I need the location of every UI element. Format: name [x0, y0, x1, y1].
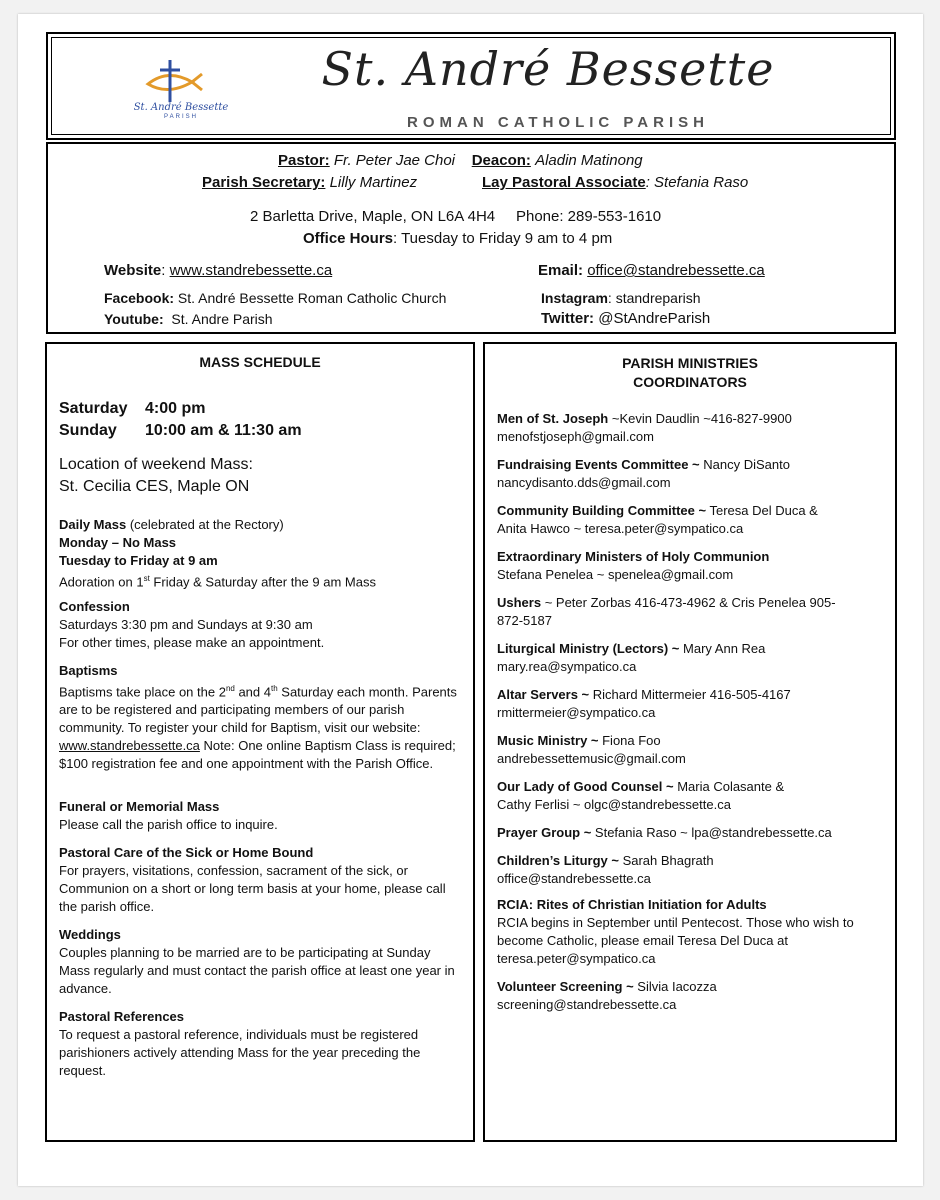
ministry-detail: Cathy Ferlisi ~ olgc@standrebessette.ca [497, 797, 731, 812]
adoration-note: Adoration on 1st Friday & Saturday after the 9 am Mass [59, 574, 376, 590]
mass-schedule-title: MASS SCHEDULE [199, 354, 321, 370]
ministry-contact: Sarah Bhagrath [618, 853, 714, 868]
ministry-item [497, 594, 887, 630]
ministry-detail: Anita Hawco ~ teresa.peter@sympatico.ca [497, 521, 744, 536]
ministry-item [497, 896, 887, 968]
baptism-website-link[interactable]: www.standrebessette.ca [59, 738, 200, 754]
ministry-detail: 872-5187 [497, 613, 552, 628]
logo-sub: PARISH [164, 114, 198, 120]
tue-fri-note: Tuesday to Friday at 9 am [59, 553, 218, 568]
confession-other: For other times, please make an appointment. [59, 635, 325, 650]
ministry-label: RCIA: Rites of Christian Initiation for Adults [497, 897, 767, 912]
pastoral-care-text: For prayers, visitations, confession, sacrament of the sick, or Communion on a short or long term basis at your home, please call the parish office. [59, 863, 446, 914]
secretary-name: Lilly Martinez [329, 174, 418, 191]
parish-title: St. André Bessette [321, 42, 775, 96]
ministry-item [497, 686, 887, 722]
facebook-line [104, 290, 446, 306]
logo-text: St. André Bessette [133, 102, 229, 113]
address-line [250, 208, 661, 225]
pastoral-care-label: Pastoral Care of the Sick or Home Bound [59, 845, 314, 860]
ministry-label: Extraordinary Ministers of Holy Communion [497, 549, 770, 564]
daily-mass-label: Daily Mass [59, 517, 127, 532]
twitter[interactable]: @StAndreParish [598, 310, 711, 327]
ministry-label: Men of St. Joseph [497, 411, 609, 426]
location: St. Cecilia CES, Maple ON [59, 478, 250, 495]
ministry-item [497, 778, 887, 814]
references-block [59, 1008, 465, 1080]
ministry-detail: nancydisanto.dds@gmail.com [497, 475, 671, 490]
youtube[interactable]: St. Andre Parish [171, 311, 273, 327]
parish-subtitle: ROMAN CATHOLIC PARISH [407, 114, 709, 131]
pastor-name: Fr. Peter Jae Choi [333, 152, 456, 169]
ministry-item [497, 502, 887, 538]
instagram-label: Instagram [541, 290, 608, 306]
ministry-contact: Stefania Raso ~ lpa@standrebessette.ca [591, 825, 832, 840]
baptisms-label: Baptisms [59, 663, 118, 678]
location-block [59, 454, 465, 498]
deacon-label: Deacon: [471, 152, 531, 169]
ministry-contact: Richard Mittermeier 416-505-4167 [589, 687, 791, 702]
hours-label: Office Hours [303, 230, 394, 247]
ministry-detail: office@standrebessette.ca [497, 871, 651, 886]
saturday-time: 4:00 pm [145, 400, 206, 417]
ministry-detail: rmittermeier@sympatico.ca [497, 705, 656, 720]
ministries-box [483, 342, 897, 1142]
daily-mass-block [59, 516, 465, 591]
instagram[interactable]: : standreparish [607, 290, 701, 306]
youtube-line [104, 311, 273, 327]
saturday-label: Saturday [59, 400, 128, 417]
pastor-line [278, 152, 643, 169]
secretary-label: Parish Secretary: [202, 174, 326, 191]
ministry-list [497, 410, 887, 1014]
ministry-detail: screening@standrebessette.ca [497, 997, 677, 1012]
baptisms-block [59, 662, 465, 773]
monday-note: Monday – No Mass [59, 535, 177, 550]
hours: : Tuesday to Friday 9 am to 4 pm [393, 230, 613, 247]
weddings-text: Couples planning to be married are to be participating at Sunday Mass regularly and must contact the parish office at least one year in advance. [59, 945, 455, 996]
ministry-detail: Stefana Penelea ~ spenelea@gmail.com [497, 567, 734, 582]
daily-mass-note: (celebrated at the Rectory) [126, 517, 284, 532]
references-text: To request a pastoral reference, individuals must be registered parishioners actively attending Mass for the year preceding the request. [59, 1027, 421, 1078]
sunday-time: 10:00 am & 11:30 am [145, 422, 302, 439]
ministry-label: Altar Servers ~ [497, 687, 590, 702]
ministry-contact: ~Kevin Daudlin ~416-827-9900 [608, 411, 792, 426]
location-label: Location of weekend Mass: [59, 456, 253, 473]
weekend-times [59, 398, 465, 442]
ministry-contact: Fiona Foo [598, 733, 661, 748]
deacon-name: Aladin Matinong [535, 152, 643, 169]
ministry-item [497, 640, 887, 676]
ministry-label: Fundraising Events Committee ~ [497, 457, 700, 472]
website-link[interactable]: www.standrebessette.ca [169, 262, 333, 279]
ministry-contact: Teresa Del Duca & [706, 503, 818, 518]
instagram-line [541, 290, 701, 306]
lpa-line [482, 174, 748, 191]
bulletin-page [18, 14, 923, 1186]
ministry-item [497, 548, 887, 584]
lpa-name: : Stefania Raso [645, 174, 749, 191]
ministry-item [497, 978, 887, 1014]
ministry-label: Music Ministry ~ [497, 733, 599, 748]
ministry-contact: Maria Colasante & [673, 779, 785, 794]
email-label: Email: [538, 262, 584, 279]
pastor-label: Pastor: [278, 152, 330, 169]
ministry-label: Liturgical Ministry (Lectors) ~ [497, 641, 680, 656]
header-box [46, 32, 896, 140]
ministry-item [497, 852, 887, 888]
references-label: Pastoral References [59, 1009, 185, 1024]
hours-line [303, 230, 612, 247]
pastoral-care-block [59, 844, 465, 916]
twitter-label: Twitter: [541, 310, 595, 327]
ministry-contact: ~ Peter Zorbas 416-473-4962 & Cris Penelea 905- [541, 595, 836, 610]
mass-schedule-box [45, 342, 475, 1142]
funeral-text: Please call the parish office to inquire. [59, 817, 278, 832]
ministry-label: Community Building Committee ~ [497, 503, 707, 518]
ministry-contact: Silvia Iacozza [633, 979, 717, 994]
ministry-label: Our Lady of Good Counsel ~ [497, 779, 674, 794]
lpa-label: Lay Pastoral Associate [482, 174, 646, 191]
facebook-label: Facebook: [104, 290, 175, 306]
youtube-label: Youtube: [104, 311, 164, 327]
ministries-title: PARISH MINISTRIES COORDINATORS [622, 355, 758, 390]
confession-block [59, 598, 465, 652]
parish-logo [110, 54, 250, 124]
ministry-label: Prayer Group ~ [497, 825, 592, 840]
website-line: Website: www.standrebessette.ca [104, 262, 333, 279]
secretary-line [202, 174, 417, 191]
ministry-detail: andrebessettemusic@gmail.com [497, 751, 686, 766]
weddings-block [59, 926, 465, 998]
ministry-detail: menofstjoseph@gmail.com [497, 429, 654, 444]
phone: Phone: 289-553-1610 [515, 208, 662, 225]
ministry-label: Children’s Liturgy ~ [497, 853, 619, 868]
ministry-item [497, 824, 887, 842]
ministry-label: Volunteer Screening ~ [497, 979, 634, 994]
ministry-contact: Nancy DiSanto [699, 457, 790, 472]
ministry-item [497, 456, 887, 492]
confession-label: Confession [59, 599, 130, 614]
ministry-detail: RCIA begins in September until Pentecost. Those who wish to become Catholic, please email Teresa Del Duca at teresa.peter@sympatico.ca [497, 915, 854, 966]
email-link[interactable]: office@standrebessette.ca [587, 262, 765, 279]
confession-times: Saturdays 3:30 pm and Sundays at 9:30 am [59, 617, 313, 632]
email-line [538, 262, 765, 279]
weddings-label: Weddings [59, 927, 121, 942]
facebook[interactable]: St. André Bessette Roman Catholic Church [177, 290, 447, 306]
ministry-item [497, 410, 887, 446]
ministry-contact: Mary Ann Rea [679, 641, 766, 656]
sunday-label: Sunday [59, 422, 117, 439]
twitter-line [541, 310, 710, 327]
address: 2 Barletta Drive, Maple, ON L6A 4H4 [250, 208, 496, 225]
funeral-block [59, 798, 465, 834]
baptisms-text: Baptisms take place on the 2nd and 4th Saturday each month. Parents are to be registered and participating members of our parish community. To register your child for Baptism, visit our website: www.standrebessette.ca Note: One online Baptism Class is required; $100 registration fee and one appointment with the Parish Office. [59, 684, 457, 772]
funeral-label: Funeral or Memorial Mass [59, 799, 220, 814]
ministry-item [497, 732, 887, 768]
ministry-label: Ushers [497, 595, 542, 610]
contact-info-box [46, 142, 896, 334]
ministry-detail: mary.rea@sympatico.ca [497, 659, 637, 674]
website-label: Website [104, 262, 162, 279]
